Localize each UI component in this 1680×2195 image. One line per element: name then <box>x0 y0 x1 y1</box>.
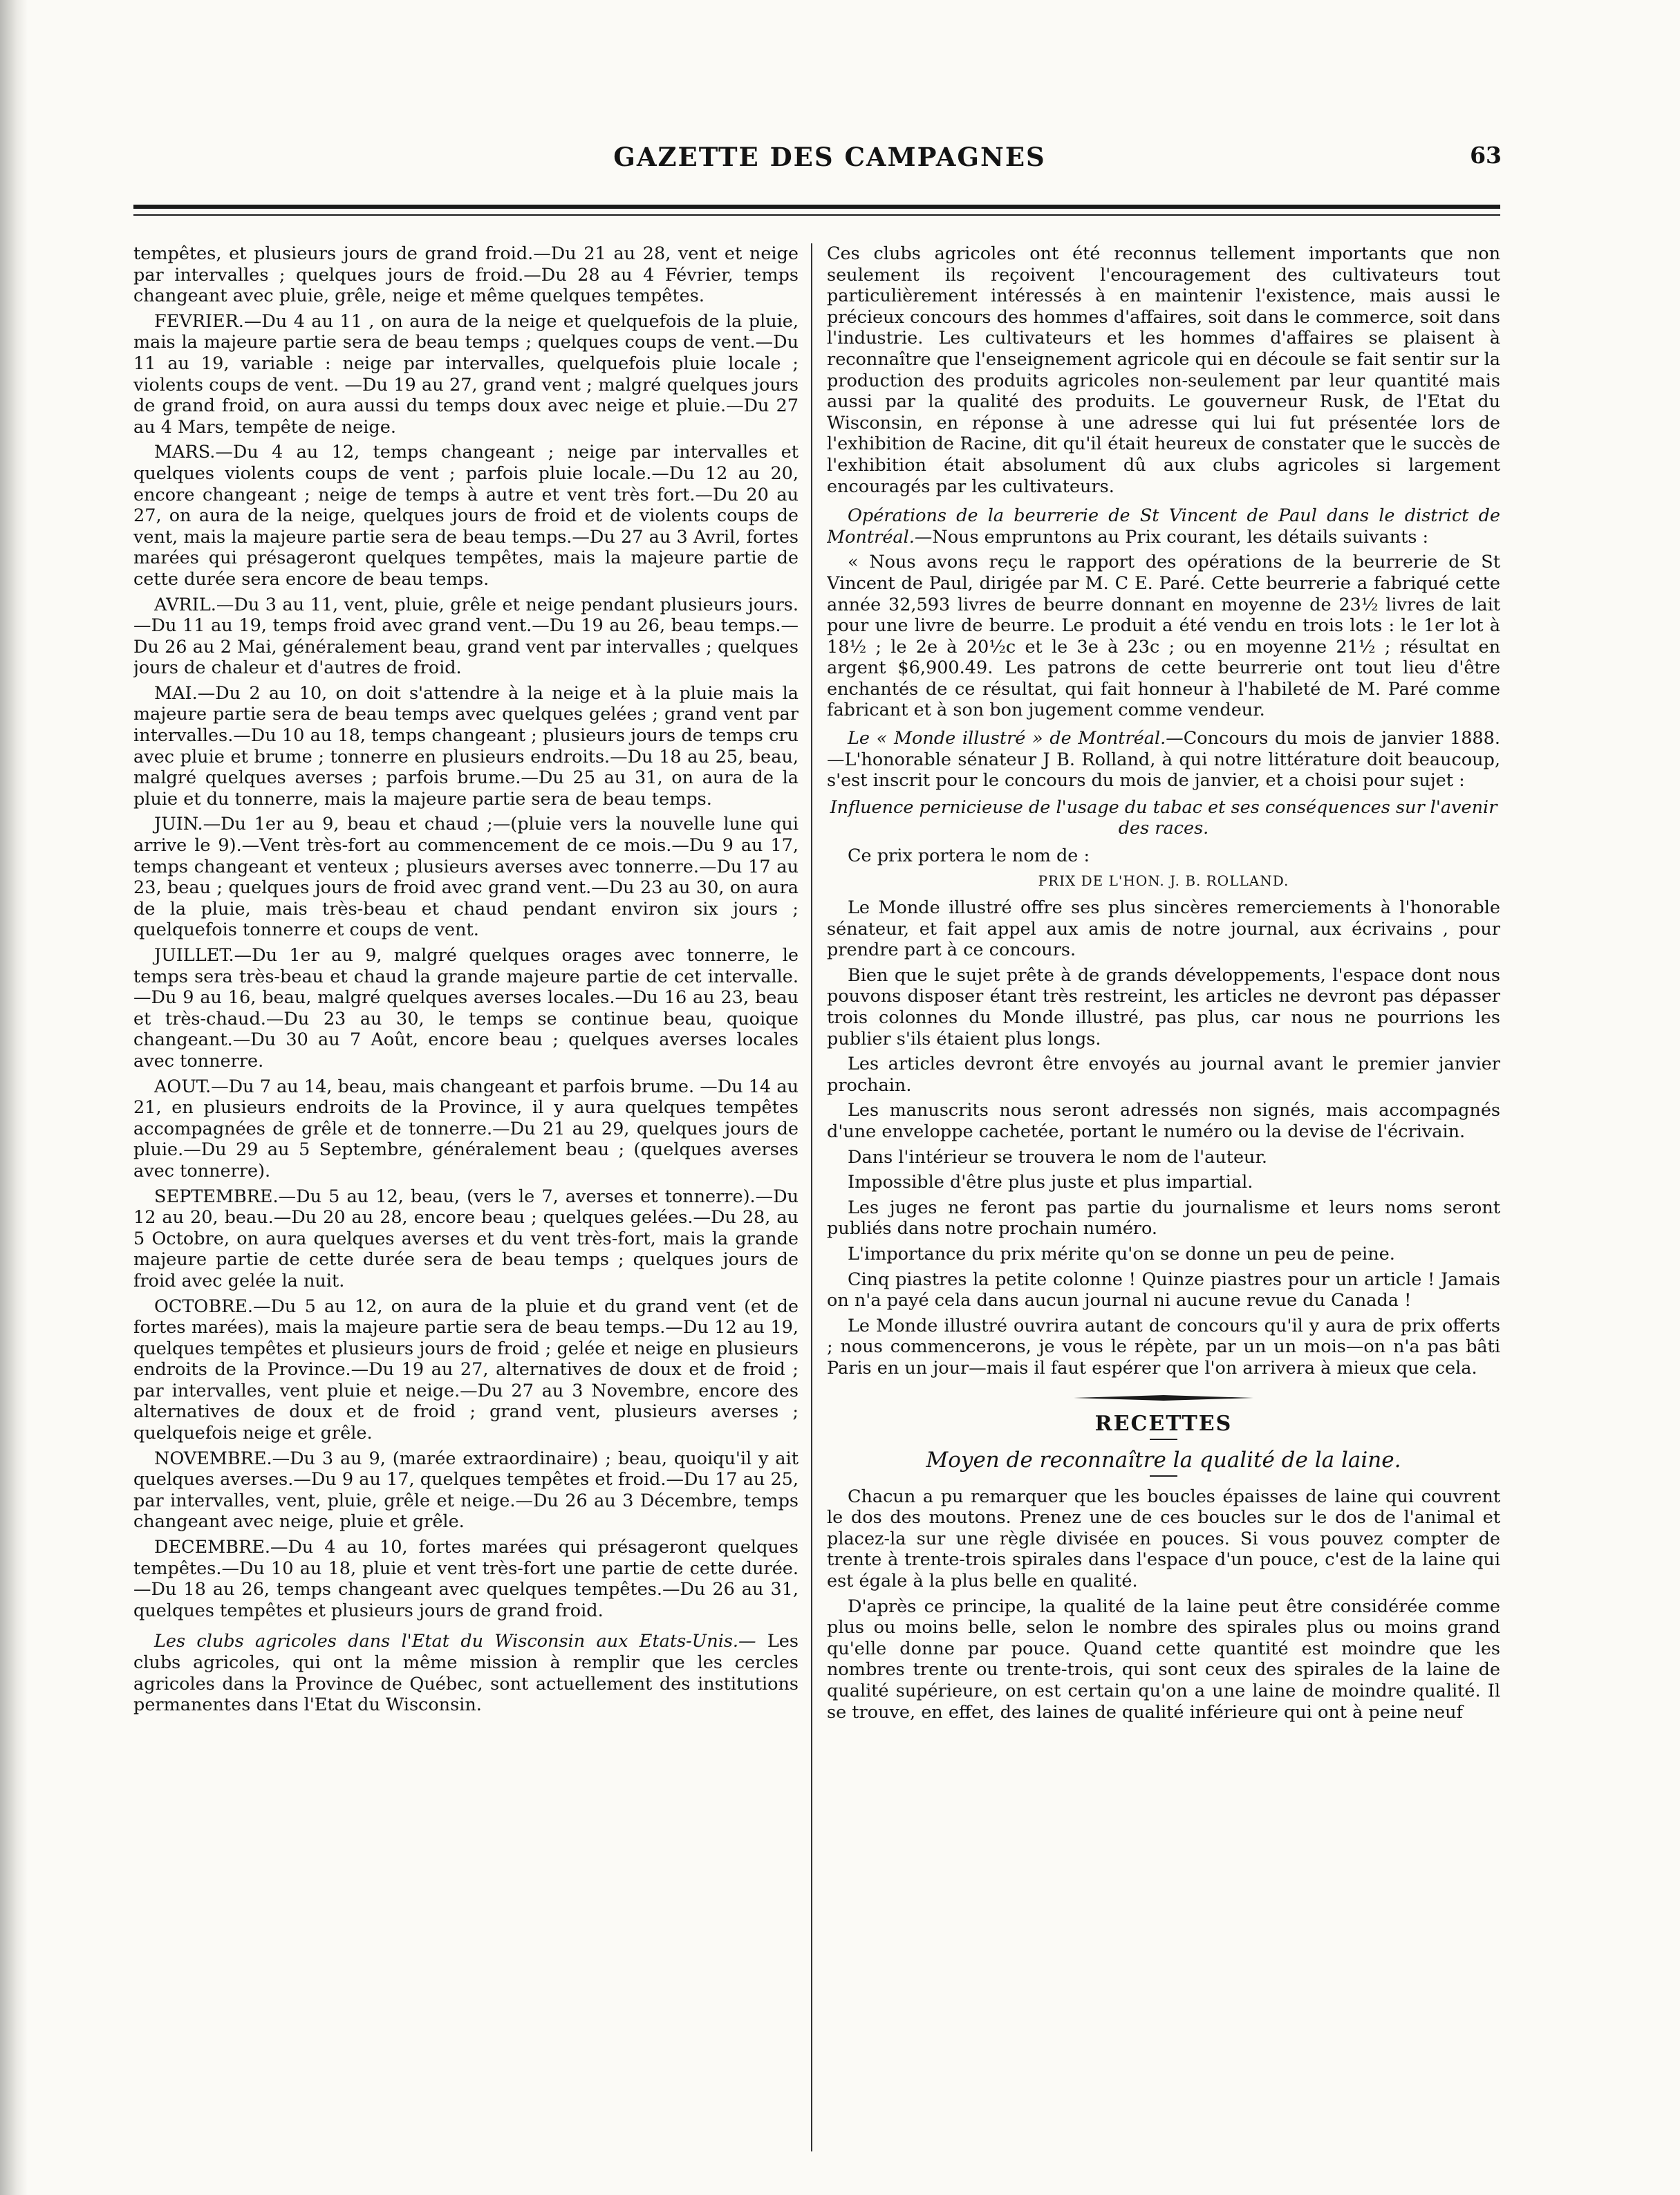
concours-subject: Influence pernicieuse de l'usage du tabac et ses conséquences sur l'avenir des races. <box>830 796 1497 839</box>
beurrerie-quote: « Nous avons reçu le rapport des opérations de la beurrerie de St Vincent de Paul, dirigée par M. C E. Paré. Cette beurrerie a fabriqué cette année 32,593 livres de beurre donnant en moyenne de 23½ livres de lait pour une livre de beurre. Le produit a été vendu en trois lots : le 1er lot à 18½ ; le 2e à 20½c et le 3e à 23c ; ou en moyenne 21½ ; résultat en argent $6,900.49. Les patrons de cette beurrerie ont tout lieu d'être enchantés de ce résultat, qui fait honneur à l'habileté de M. Paré comme fabricant et à son bon jugement comme vendeur. <box>827 552 1500 721</box>
monde-paragraph: Les articles devront être envoyés au journal avant le premier janvier prochain. <box>827 1054 1500 1096</box>
weather-september: SEPTEMBRE.—Du 5 au 12, beau, (vers le 7, averses et tonnerre).—Du 12 au 20, beau.—Du 20 au 28, encore beau ; quelques gelées.—Du 28, au 5 Octobre, on aura quelques averses et du vent très-fort, mais la grande majeure partie de cette durée sera de beau temps ; quelques jours de froid avec gelée la nuit. <box>133 1186 799 1291</box>
subtitle-rule <box>1150 1475 1177 1477</box>
right-column <box>827 243 1500 2151</box>
monde-paragraph: L'importance du prix mérite qu'on se donne un peu de peine. <box>848 1243 1395 1264</box>
scan-edge <box>0 0 28 2195</box>
section-ornament <box>1074 1394 1253 1401</box>
wisconsin-text: Les clubs agricoles, qui ont la même mission à remplir que les cercles agricoles dans la Province de Québec, sont actuellement des institutions permanentes dans l'Etat du Wisconsin. <box>133 1631 799 1716</box>
weather-january-end: tempêtes, et plusieurs jours de grand froid.—Du 21 au 28, vent et neige par intervalles ; quelques jours de froid.—Du 28 au 4 Février, temps changeant avec pluie, grêle, neige et même quelques tempêtes. <box>133 243 799 307</box>
monde-paragraph: Cinq piastres la petite colonne ! Quinze piastres pour un article ! Jamais on n'a payé cela dans aucun journal ni aucune revue du Canada ! <box>827 1269 1500 1311</box>
beurrerie-heading: Opérations de la beurrerie de St Vincent de Paul dans le district de Montréal.— <box>827 505 1500 548</box>
weather-june: JUIN.—Du 1er au 9, beau et chaud ;—(pluie vers la nouvelle lune qui arrive le 9).—Vent très-fort au commencement de ce mois.—Du 9 au 17, temps changeant et venteux ; plusieurs averses avec tonnerre.—Du 17 au 23, beau ; quelques jours de froid avec grand vent.—Du 23 au 30, on aura de la pluie, mais très-beau et chaud pendant environ six jours ; quelquefois tonnerre et coups de vent. <box>133 814 799 941</box>
monde-article <box>827 728 1500 792</box>
monde-paragraph: Le Monde illustré offre ses plus sincères remerciements à l'honorable sénateur, et fait appel aux amis de notre journal, aux écrivains , pour prendre part à ce concours. <box>827 897 1500 961</box>
wisconsin-article <box>133 1631 799 1715</box>
monde-paragraph: Bien que le sujet prête à de grands développements, l'espace dont nous pouvons disposer étant très restreint, les articles ne devront pas dépasser trois colonnes du Monde illustré, pas plus, car nous ne pourrions les publier s'ils étaient plus longs. <box>827 964 1500 1049</box>
page-header <box>131 142 1500 176</box>
running-title: GAZETTE DES CAMPAGNES <box>613 142 1046 172</box>
prize-intro: Ce prix portera le nom de : <box>848 845 1090 866</box>
wisconsin-continued: Ces clubs agricoles ont été reconnus tellement importants que non seulement ils reçoivent l'encouragement des cultivateurs tout particulièrement intéressés à en maintenir l'existence, mais aussi le précieux concours des hommes d'affaires, soit dans le commerce, soit dans l'industrie. Les cultivateurs et les hommes d'affaires se plaisent à reconnaître que l'enseignement agricole qui en découle se fait sentir sur la production des produits agricoles non-seulement par leur quantité mais aussi par la qualité des produits. Le gouverneur Rusk, de l'Etat du Wisconsin, en réponse à une adresse qui lui fut présentée lors de l'exhibition de Racine, dit qu'il était heureux de constater que le succès de l'exhibition était absolument dû aux clubs agricoles si largement encouragés par les cultivateurs. <box>827 243 1500 497</box>
page-number: 63 <box>1470 142 1502 169</box>
left-column <box>133 243 799 2151</box>
monde-heading: Le « Monde illustré » de Montréal.— <box>848 728 1184 749</box>
beurrerie-intro: Nous empruntons au Prix courant, les détails suivants : <box>932 526 1429 548</box>
weather-february: FEVRIER.—Du 4 au 11 , on aura de la neige et quelquefois de la pluie, mais la majeure partie sera de beau temps ; quelques coups de vent.—Du 11 au 19, variable : neige par intervalles, quelquefois pluie locale ; violents coups de vent. —Du 19 au 27, grand vent ; malgré quelques jours de grand froid, on aura aussi du temps doux avec neige et pluie.—Du 27 au 4 Mars, tempête de neige. <box>133 310 799 438</box>
weather-november: NOVEMBRE.—Du 3 au 9, (marée extraordinaire) ; beau, quoiqu'il y ait quelques averses.—Du 9 au 17, quelques tempêtes et froid.—Du 17 au 25, par intervalles, vent, pluie, grêle et neige.—Du 26 au 3 Décembre, temps changeant avec neige, pluie et grêle. <box>133 1448 799 1533</box>
recettes-paragraph: D'après ce principe, la qualité de la laine peut être considérée comme plus ou moins belle, selon le nombre des spirales plus ou moins grand qu'elle donne par pouce. Quand cette quantité est moindre que les nombres trente ou trente-trois, qui sont ceux des spirales de la laine de qualité supérieure, on est certain qu'on a une laine de moindre qualité. Il se trouve, en effet, des laines de qualité inférieure qui ont à peine neuf <box>827 1596 1500 1723</box>
header-rule-thick <box>133 205 1500 209</box>
monde-paragraph: Les manuscrits nous seront adressés non signés, mais accompagnés d'une enveloppe cachetée, portant le numéro ou la devise de l'écrivain. <box>827 1100 1500 1142</box>
weather-august: AOUT.—Du 7 au 14, beau, mais changeant et parfois brume. —Du 14 au 21, en plusieurs endroits de la Province, il y aura quelques tempêtes accompagnées de grêle et de tonnerre.—Du 21 au 29, quelques jours de pluie.—Du 29 au 5 Septembre, généralement beau ; (quelques averses avec tonnerre). <box>133 1076 799 1181</box>
weather-december: DECEMBRE.—Du 4 au 10, fortes marées qui présageront quelques tempêtes.—Du 10 au 18, pluie et vent très-fort une partie de cette durée.—Du 18 au 26, temps changeant avec quelques tempêtes.—Du 26 au 31, quelques tempêtes et plusieurs jours de grand froid. <box>133 1537 799 1621</box>
monde-paragraph: Dans l'intérieur se trouvera le nom de l'auteur. <box>848 1146 1267 1168</box>
monde-paragraph: Le Monde illustré ouvrira autant de concours qu'il y aura de prix offerts ; nous commencerons, je vous le répète, par un un mois—on n'a pas bâti Paris en un jour—mais il faut espérer que l'on arrivera à mieux que cela. <box>827 1315 1500 1379</box>
weather-october: OCTOBRE.—Du 5 au 12, on aura de la pluie et du grand vent (et de fortes marées), mais la majeure partie sera de beau temps.—Du 12 au 19, quelques tempêtes et plusieurs jours de froid ; gelée et neige en plusieurs endroits de la Province.—Du 19 au 27, alternatives de doux et de froid ; par intervalles, vent pluie et neige.—Du 27 au 3 Novembre, encore des alternatives de doux et de froid ; grand vent, plusieurs averses ; quelquefois neige et grêle. <box>133 1296 799 1444</box>
recettes-subtitle: Moyen de reconnaître la qualité de la laine. <box>926 1448 1401 1473</box>
wisconsin-heading: Les clubs agricoles dans l'Etat du Wisconsin aux Etats-Unis.— <box>154 1631 756 1652</box>
recettes-title: RECETTES <box>1094 1411 1233 1436</box>
header-rule-thin <box>133 214 1500 216</box>
monde-intro: Concours du mois de janvier 1888.—L'honorable sénateur J B. Rolland, à qui notre littérature doit beaucoup, s'est inscrit pour le concours du mois de janvier, et a choisi pour sujet : <box>827 728 1500 792</box>
weather-april: AVRIL.—Du 3 au 11, vent, pluie, grêle et neige pendant plusieurs jours.—Du 11 au 19, temps froid avec grand vent.—Du 19 au 26, beau temps.—Du 26 au 2 Mai, généralement beau, grand vent par intervalles ; quelques jours de chaleur et d'autres de froid. <box>133 594 799 679</box>
weather-march: MARS.—Du 4 au 12, temps changeant ; neige par intervalles et quelques violents coups de vent ; parfois pluie locale.—Du 12 au 20, encore changeant ; neige de temps à autre et vent très fort.—Du 20 au 27, on aura de la neige, quelques jours de froid et de violents coups de vent, mais la majeure partie sera de beau temps.—Du 27 au 3 Avril, fortes marées qui présageront quelques tempêtes, mais la majeure partie de cette durée sera encore de beau temps. <box>133 442 799 590</box>
title-rule <box>1150 1439 1177 1440</box>
monde-paragraph: Les juges ne feront pas partie du journalisme et leurs noms seront publiés dans notre prochain numéro. <box>827 1197 1500 1240</box>
beurrerie-article <box>827 505 1500 548</box>
column-divider <box>811 243 812 2151</box>
recettes-paragraph: Chacun a pu remarquer que les boucles épaisses de laine qui couvrent le dos des moutons. Prenez une de ces boucles sur le dos de l'animal et placez-la sur une règle divisée en pouces. Si vous pouvez compter de trente à trente-trois spirales dans l'espace d'un pouce, c'est de la laine qui est égale à la plus belle en qualité. <box>827 1486 1500 1592</box>
weather-may: MAI.—Du 2 au 10, on doit s'attendre à la neige et à la pluie mais la majeure partie sera de beau temps avec quelques gelées ; grand vent par intervalles.—Du 10 au 18, temps changeant ; plusieurs jours de temps cru avec pluie et brume ; tonnerre en plusieurs endroits.—Du 18 au 25, beau, malgré quelques averses ; parfois brume.—Du 25 au 31, on aura de la pluie et du tonnerre, mais la majeure partie sera de beau temps. <box>133 682 799 810</box>
weather-july: JUILLET.—Du 1er au 9, malgré quelques orages avec tonnerre, le temps sera très-beau et chaud la grande majeure partie de cet intervalle.—Du 9 au 16, beau, malgré quelques averses locales.—Du 16 au 23, beau et très-chaud.—Du 23 au 30, le temps se continue beau, quoique changeant.—Du 30 au 7 Août, encore beau ; quelques averses locales avec tonnerre. <box>133 945 799 1072</box>
prize-name: PRIX DE L'HON. J. B. ROLLAND. <box>1038 872 1289 890</box>
monde-paragraph: Impossible d'être plus juste et plus impartial. <box>848 1172 1253 1193</box>
